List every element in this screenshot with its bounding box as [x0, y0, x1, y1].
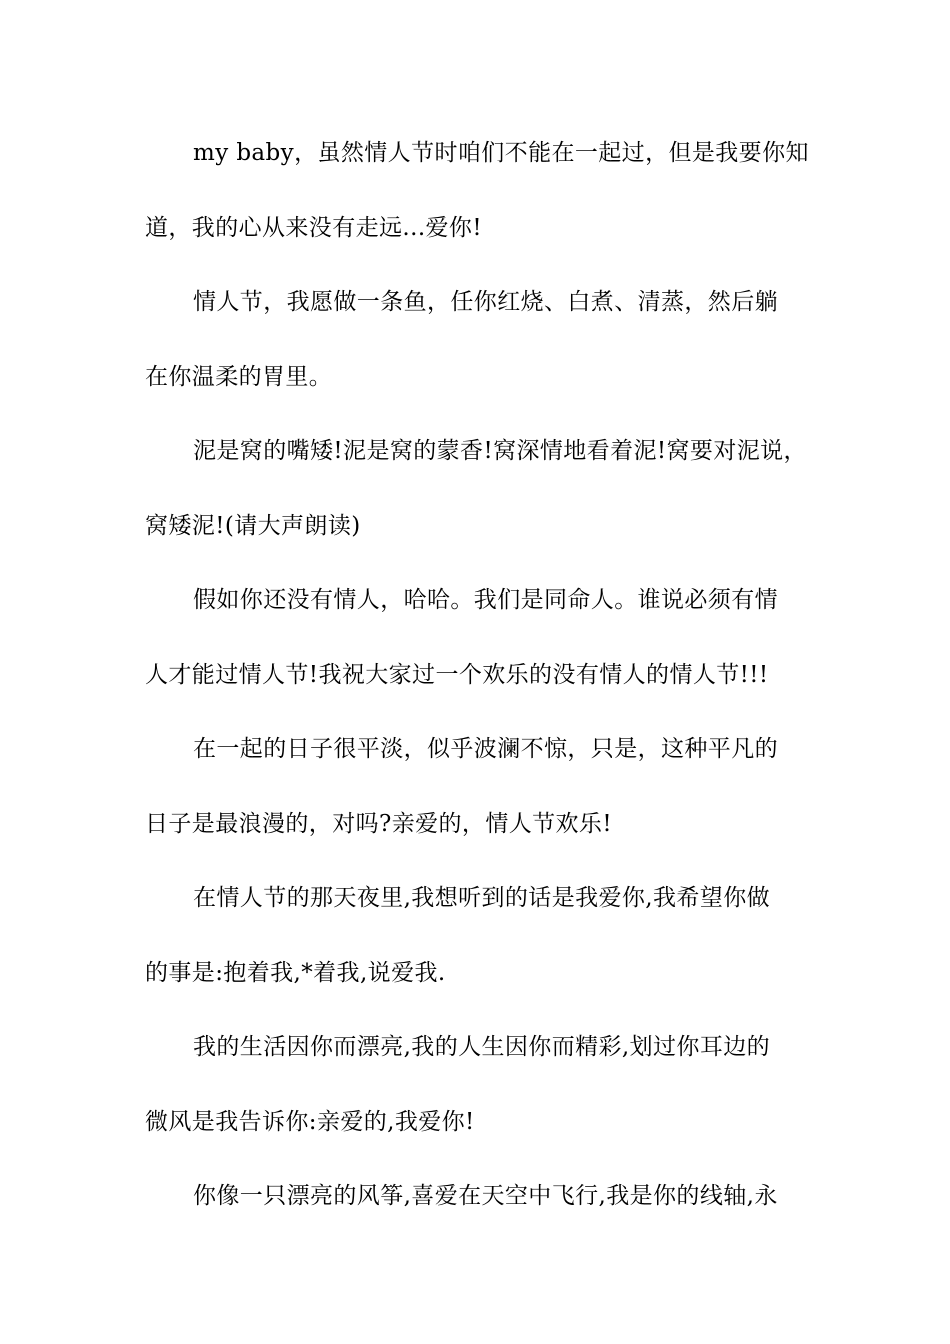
paragraph-line: 你像一只漂亮的风筝,喜爱在天空中飞行,我是你的线轴,永	[193, 1183, 778, 1209]
paragraph-line: 情人节，我愿做一条鱼，任你红烧、白煮、清蒸，然后躺	[193, 289, 778, 315]
paragraph-line: 在情人节的那天夜里,我想听到的话是我爱你,我希望你做	[193, 885, 771, 911]
paragraph	[145, 1171, 810, 1246]
paragraph-line: 在一起的日子很平淡，似乎波澜不惊，只是，这种平凡的	[193, 736, 778, 762]
paragraph	[145, 575, 810, 724]
paragraph-line: my baby，虽然情人节时咱们不能在一起过，但是我要你知	[193, 140, 809, 166]
document-body	[145, 128, 810, 1246]
paragraph-line: 微风是我告诉你:亲爱的,我爱你!	[145, 1108, 475, 1135]
paragraph-line: 道，我的心从来没有走远...爱你!	[145, 214, 482, 241]
paragraph-line: 假如你还没有情人，哈哈。我们是同命人。谁说必须有情	[193, 587, 778, 613]
paragraph	[145, 724, 810, 873]
paragraph-line: 窝矮泥!(请大声朗读)	[145, 512, 361, 539]
paragraph-line: 人才能过情人节!我祝大家过一个欢乐的没有情人的情人节!!!	[145, 661, 769, 688]
paragraph	[145, 1022, 810, 1171]
paragraph	[145, 873, 810, 1022]
paragraph-line: 在你温柔的胃里。	[145, 363, 333, 390]
paragraph-line: 我的生活因你而漂亮,我的人生因你而精彩,划过你耳边的	[193, 1034, 771, 1060]
paragraph-line: 泥是窝的嘴矮!泥是窝的蒙香!窝深情地看着泥!窝要对泥说，	[193, 438, 807, 464]
paragraph-line: 的事是:抱着我,*着我,说爱我.	[145, 959, 446, 986]
paragraph-line: 日子是最浪漫的，对吗?亲爱的，情人节欢乐!	[145, 810, 612, 837]
paragraph	[145, 426, 810, 575]
paragraph	[145, 277, 810, 426]
paragraph	[145, 128, 810, 277]
